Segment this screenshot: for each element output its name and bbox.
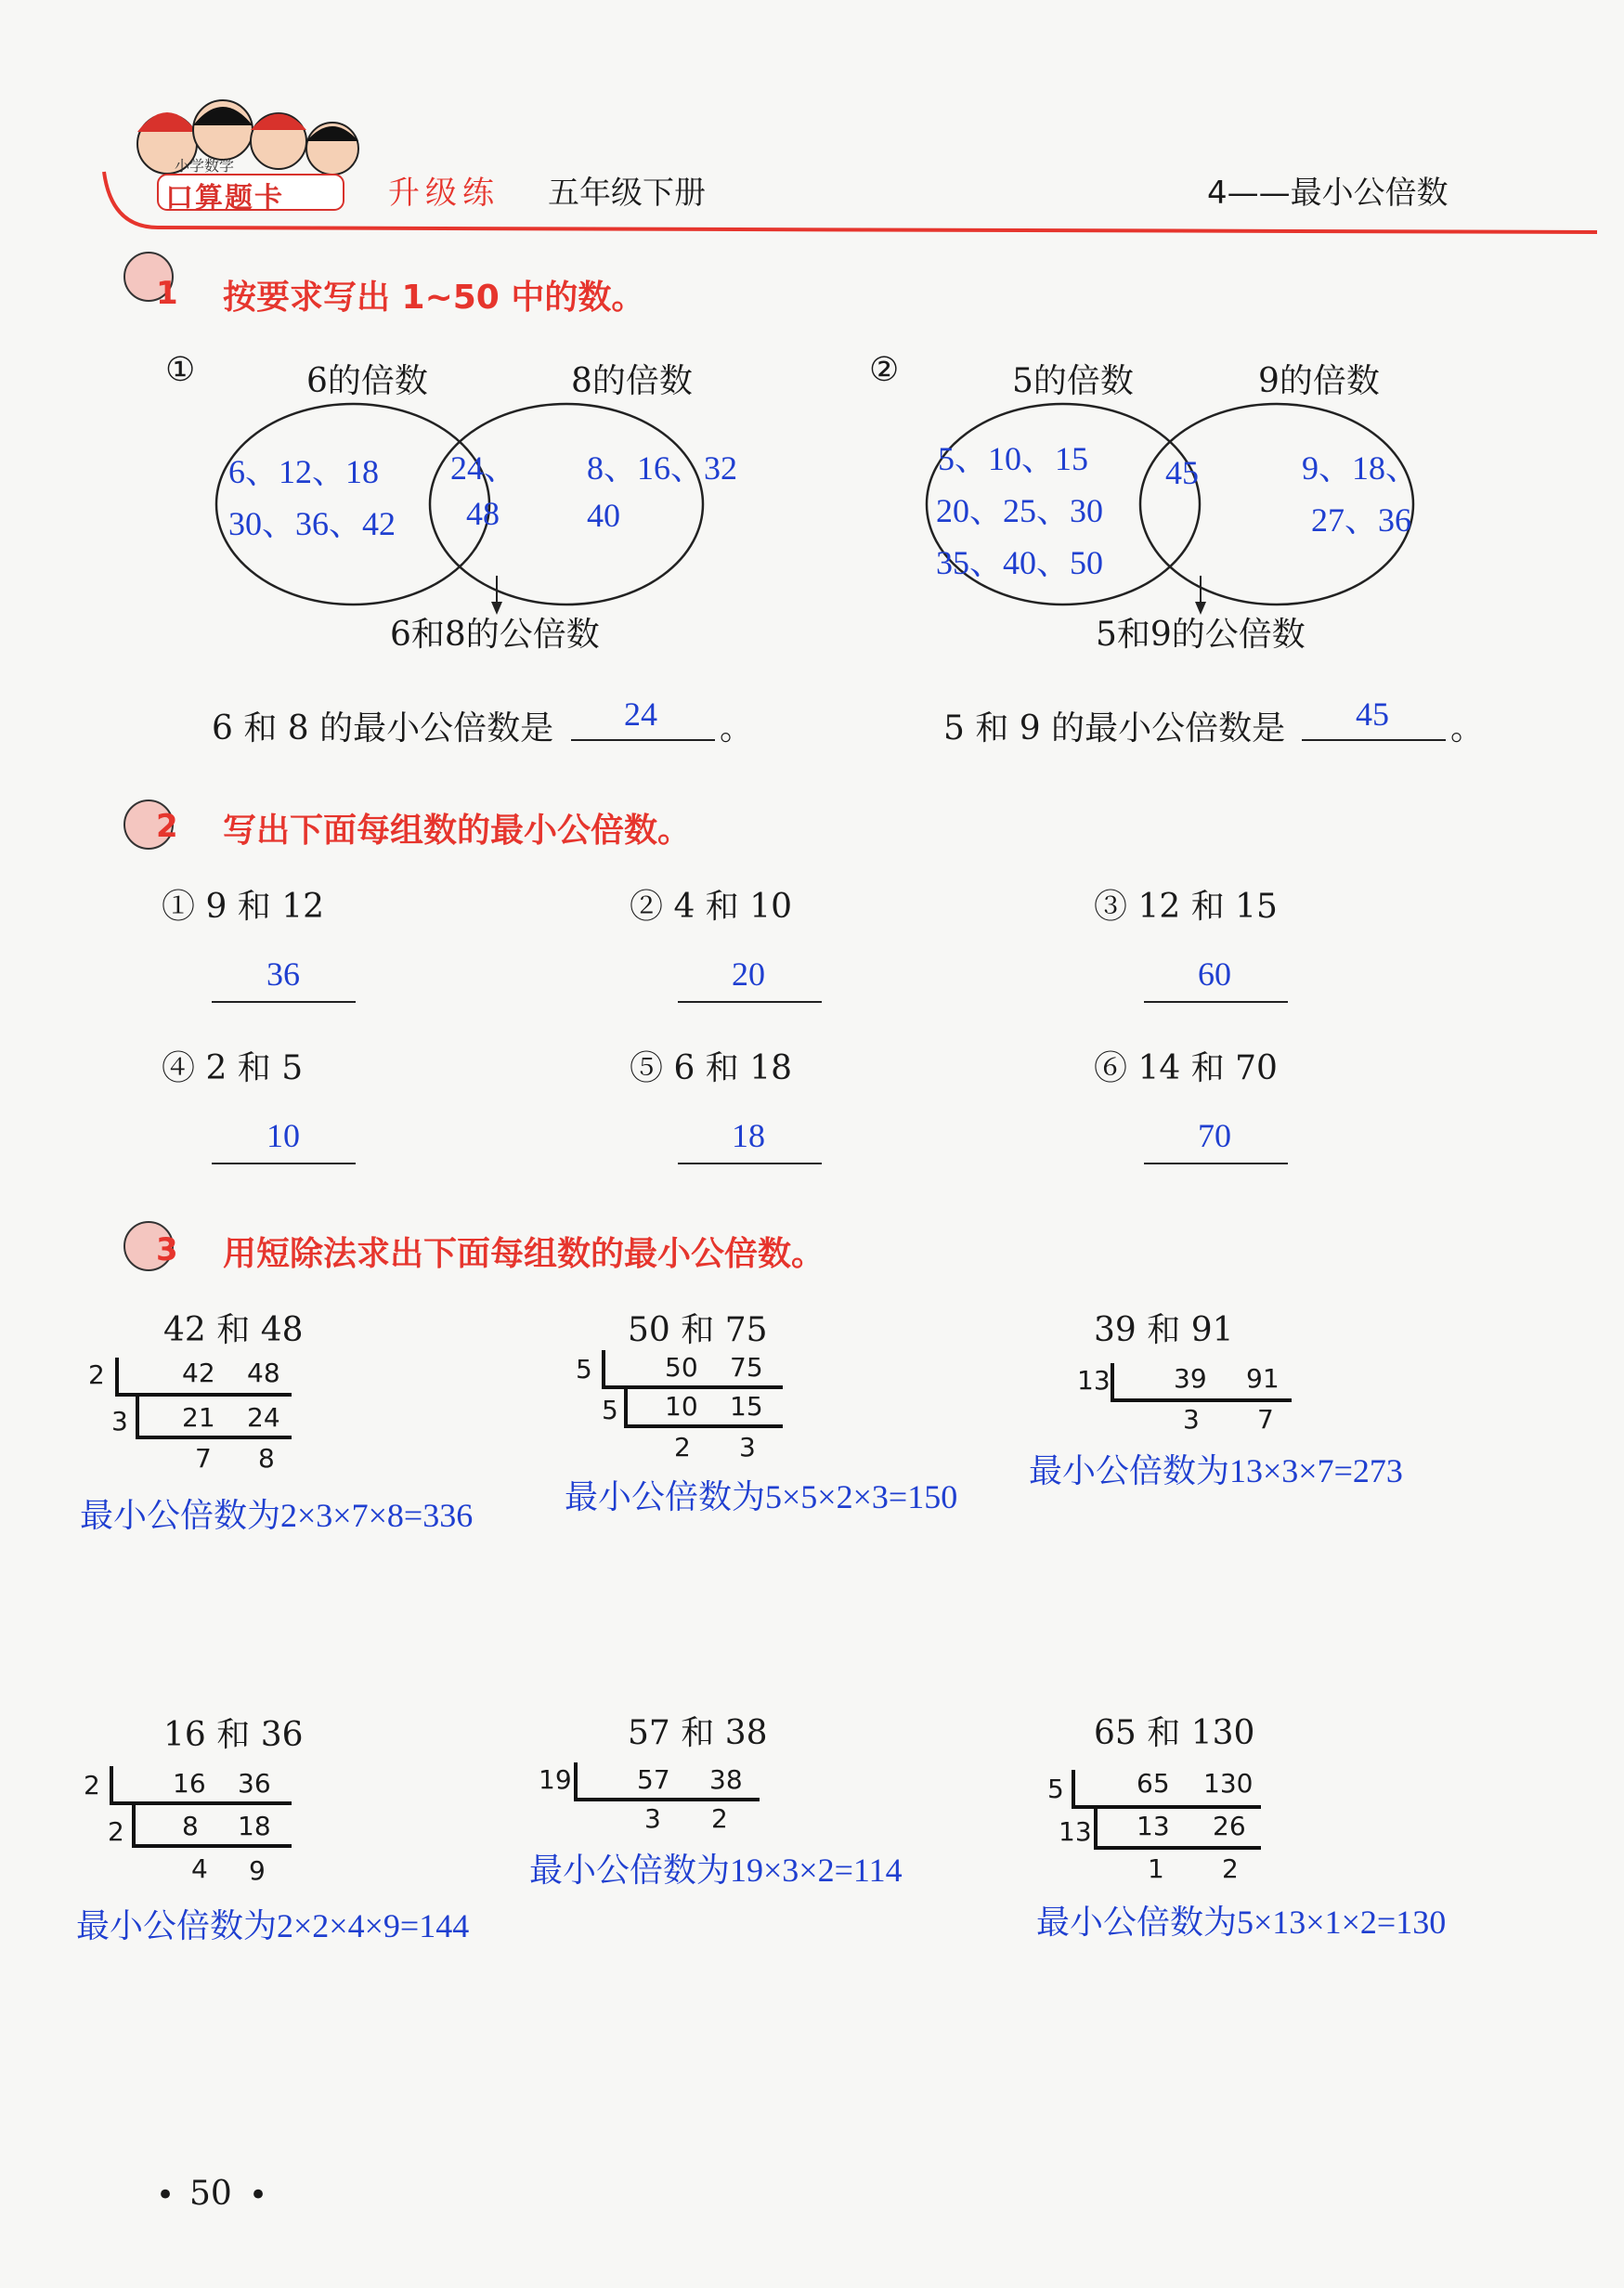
period: 。	[1450, 709, 1485, 748]
dividend: 39	[1174, 1363, 1207, 1394]
divisor: 2	[84, 1770, 100, 1800]
division-bracket	[602, 1350, 605, 1387]
lcm-sentence: 5 和 9 的最小公倍数是	[943, 709, 1286, 748]
quotient: 2	[674, 1432, 691, 1462]
lcm-problem: ⑤ 6 和 18	[630, 1049, 793, 1087]
division-bar	[574, 1798, 760, 1801]
dividend: 48	[247, 1358, 280, 1388]
quotient: 18	[238, 1811, 271, 1841]
divisor: 5	[1047, 1774, 1064, 1804]
quotient: 21	[182, 1402, 215, 1433]
division-bracket	[624, 1387, 628, 1426]
quotient: 9	[249, 1855, 266, 1886]
answer-blank[interactable]	[571, 739, 715, 741]
answer-blank[interactable]	[678, 1001, 822, 1003]
common-multiple-label: 5和9的公倍数	[1096, 616, 1306, 654]
quotient: 7	[1257, 1404, 1274, 1435]
quotient: 26	[1213, 1811, 1246, 1841]
venn-left-label: 5的倍数	[1012, 362, 1134, 400]
quotient: 2	[1222, 1853, 1239, 1884]
number-pair: 50 和 75	[628, 1311, 768, 1349]
division-bracket	[115, 1358, 119, 1395]
number-pair: 39 和 91	[1094, 1311, 1234, 1349]
question-number: 3	[156, 1231, 178, 1268]
number-pair: 16 和 36	[163, 1716, 304, 1754]
lcm-result: 最小公倍数为5×13×1×2=130	[1036, 1904, 1447, 1941]
division-bar	[132, 1844, 292, 1848]
question-title: 按要求写出 1~50 中的数。	[223, 279, 645, 317]
divisor: 2	[108, 1816, 124, 1847]
answer: 18	[732, 1117, 765, 1154]
dividend: 91	[1246, 1363, 1280, 1394]
division-bar	[1111, 1398, 1292, 1402]
venn-left-values: 35、40、50	[936, 544, 1104, 581]
answer-blank[interactable]	[1144, 1163, 1288, 1164]
common-multiple-label: 6和8的公倍数	[390, 616, 600, 654]
dividend: 42	[182, 1358, 215, 1388]
answer: 45	[1356, 696, 1389, 733]
period: 。	[720, 709, 754, 748]
number-pair: 42 和 48	[163, 1311, 304, 1349]
page-number: 50	[189, 2175, 232, 2213]
division-bar	[1072, 1805, 1261, 1809]
dividend: 130	[1203, 1768, 1254, 1799]
division-bracket	[110, 1766, 113, 1803]
quotient: 15	[730, 1391, 763, 1422]
quotient: 4	[191, 1853, 208, 1884]
question-title: 用短除法求出下面每组数的最小公倍数。	[223, 1235, 825, 1273]
divisor: 13	[1059, 1816, 1092, 1847]
answer: 36	[266, 956, 300, 993]
problem-marker: ①	[165, 351, 196, 389]
dividend: 36	[238, 1768, 271, 1799]
division-bar	[136, 1436, 292, 1439]
venn-common-values: 48	[466, 495, 500, 532]
venn-right-values: 27、36	[1311, 501, 1412, 539]
answer-blank[interactable]	[212, 1163, 356, 1164]
answer: 24	[624, 696, 657, 733]
dividend: 38	[709, 1764, 743, 1795]
number-pair: 57 和 38	[628, 1714, 768, 1752]
lcm-problem: ② 4 和 10	[630, 888, 793, 926]
division-bar	[602, 1385, 783, 1389]
logo-small-text: 小学数学	[175, 157, 235, 175]
dividend: 50	[665, 1352, 698, 1383]
venn-right-values: 9、18、	[1302, 449, 1420, 487]
quotient: 3	[644, 1803, 661, 1834]
division-bracket	[574, 1762, 578, 1800]
lcm-sentence: 6 和 8 的最小公倍数是	[212, 709, 554, 748]
division-bar	[624, 1424, 783, 1428]
division-bar	[115, 1393, 292, 1397]
venn-left-values: 6、12、18	[228, 453, 380, 490]
page-number-dot: •	[156, 2177, 175, 2214]
venn-left-values: 30、36、42	[228, 505, 396, 542]
problem-marker: ②	[869, 351, 900, 389]
venn-right-values: 8、16、32	[587, 449, 738, 487]
division-bracket	[136, 1397, 139, 1437]
lcm-problem: ③ 12 和 15	[1094, 888, 1278, 926]
answer: 10	[266, 1117, 300, 1154]
divisor: 2	[88, 1359, 105, 1390]
lcm-result: 最小公倍数为19×3×2=114	[529, 1852, 903, 1889]
division-bracket	[132, 1805, 136, 1846]
divisor: 13	[1077, 1365, 1111, 1396]
lcm-result: 最小公倍数为13×3×7=273	[1029, 1452, 1403, 1489]
division-bar	[110, 1801, 292, 1805]
division-bracket	[1072, 1770, 1075, 1807]
divisor: 5	[576, 1354, 592, 1384]
question-number: 2	[156, 808, 178, 845]
lcm-problem: ① 9 和 12	[162, 888, 325, 926]
answer-blank[interactable]	[678, 1163, 822, 1164]
grade-label: 五年级下册	[548, 175, 706, 212]
venn-right-label: 8的倍数	[571, 362, 693, 400]
quotient: 24	[247, 1402, 280, 1433]
dividend: 65	[1137, 1768, 1170, 1799]
series-label: 升级练	[388, 175, 500, 212]
quotient: 13	[1137, 1811, 1170, 1841]
quotient: 8	[182, 1811, 199, 1841]
quotient: 3	[1183, 1404, 1200, 1435]
quotient: 8	[258, 1443, 275, 1474]
answer: 60	[1198, 956, 1231, 993]
venn-left-values: 20、25、30	[936, 492, 1104, 529]
lcm-result: 最小公倍数为2×3×7×8=336	[80, 1497, 474, 1534]
answer: 70	[1198, 1117, 1231, 1154]
number-pair: 65 和 130	[1094, 1714, 1255, 1752]
divisor: 3	[111, 1406, 128, 1436]
venn-common-values: 45	[1165, 454, 1199, 491]
dividend: 75	[730, 1352, 763, 1383]
quotient: 7	[195, 1443, 212, 1474]
quotient: 2	[711, 1803, 728, 1834]
lcm-problem: ④ 2 和 5	[162, 1049, 304, 1087]
venn-right-values: 40	[587, 497, 620, 534]
question-number: 1	[156, 275, 178, 312]
page-number-dot: •	[249, 2177, 268, 2214]
logo-title: 口算题卡	[165, 182, 284, 214]
quotient: 10	[665, 1391, 698, 1422]
venn-common-values: 24、	[450, 449, 518, 487]
division-bracket	[1111, 1363, 1114, 1400]
division-bar	[1094, 1846, 1261, 1850]
venn-right-label: 9的倍数	[1258, 362, 1380, 400]
dividend: 16	[173, 1768, 206, 1799]
lcm-result: 最小公倍数为5×5×2×3=150	[565, 1478, 958, 1515]
question-title: 写出下面每组数的最小公倍数。	[223, 812, 692, 850]
dividend: 57	[637, 1764, 670, 1795]
lesson-label: 4——最小公倍数	[1207, 175, 1449, 212]
answer-blank[interactable]	[1302, 739, 1446, 741]
answer-blank[interactable]	[1144, 1001, 1288, 1003]
divisor: 5	[602, 1395, 618, 1425]
lcm-problem: ⑥ 14 和 70	[1094, 1049, 1278, 1087]
answer: 20	[732, 956, 765, 993]
venn-left-label: 6的倍数	[306, 362, 428, 400]
answer-blank[interactable]	[212, 1001, 356, 1003]
quotient: 1	[1148, 1853, 1164, 1884]
quotient: 3	[739, 1432, 756, 1462]
divisor: 19	[539, 1764, 572, 1795]
division-bracket	[1094, 1807, 1098, 1848]
lcm-result: 最小公倍数为2×2×4×9=144	[76, 1907, 470, 1944]
venn-left-values: 5、10、15	[938, 440, 1089, 477]
